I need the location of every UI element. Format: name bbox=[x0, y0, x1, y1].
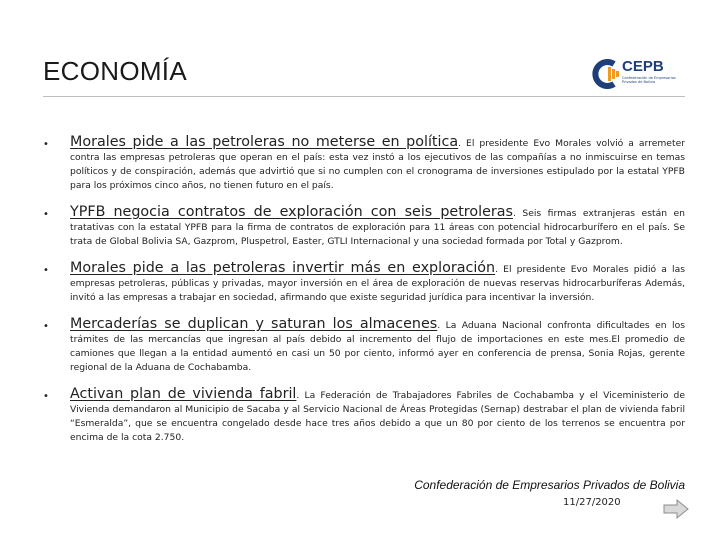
list-item bbox=[43, 261, 685, 305]
logo-text: CEPB bbox=[622, 58, 664, 75]
news-body: . La Aduana Nacional confronta dificultades en los trámites de las mercancías que ingresan al país debido al incremento del flujo de importaciones en este mes.El promedio de camiones que llegan a la entidad aumentó en casi un 50 por ciento, informó ayer en conferencia de prensa, Sonia Rojas, gerente regional de la Aduana de Cochabamba. bbox=[70, 320, 686, 373]
news-headline[interactable]: Mercaderías se duplican y saturan los almacenes bbox=[70, 316, 438, 332]
bullet-icon: • bbox=[43, 391, 49, 402]
bullet-icon: • bbox=[43, 209, 49, 220]
bullet-icon: • bbox=[43, 321, 49, 332]
cepb-logo bbox=[592, 58, 682, 90]
bullet-icon: • bbox=[43, 265, 49, 276]
next-arrow-icon[interactable] bbox=[662, 498, 690, 520]
list-item bbox=[43, 205, 685, 249]
bullet-icon: • bbox=[43, 139, 49, 150]
news-list bbox=[43, 135, 685, 457]
news-headline[interactable]: Activan plan de vivienda fabril bbox=[70, 386, 297, 402]
news-body: . Seis firmas extranjeras están en tratativas con la estatal YPFB para la firma de contratos de exploración para 11 áreas con potencial hidrocarburífero en el país. Se trata de Global Bolivia SA, Gazprom, Pluspetrol, Easter, GTLI Internacional y una sociedad formada por Total y Gazprom. bbox=[70, 208, 685, 247]
page-title: ECONOMÍA bbox=[43, 56, 187, 86]
cepb-logo-icon bbox=[592, 58, 622, 90]
news-headline[interactable]: Morales pide a las petroleras no meterse en política bbox=[70, 134, 459, 150]
logo-subtext: Confederación de Empresarios Privados de Bolivia bbox=[622, 76, 676, 84]
list-item bbox=[43, 135, 685, 193]
news-headline[interactable]: Morales pide a las petroleras invertir más en exploración bbox=[70, 260, 496, 276]
news-body: . El presidente Evo Morales volvió a arremeter contra las empresas petroleras que operan en el país: esta vez instó a los ejecutivos de las compañías a no inmiscuirse en temas políticos y de conspiración, además que advirtió que si no cumplen con el cronograma de inversiones estipulado por la estatal YPFB para los próximos cinco años, no tienen futuro en el país. bbox=[70, 138, 685, 191]
list-item bbox=[43, 387, 685, 445]
news-headline[interactable]: YPFB negocia contratos de exploración con seis petroleras bbox=[70, 204, 513, 220]
title-divider bbox=[43, 96, 685, 97]
news-body: . La Federación de Trabajadores Fabriles de Cochabamba y el Viceministerio de Vivienda demandaron al Municipio de Sacaba y al Servicio Nacional de Áreas Protegidas (Sernap) destrabar el plan de vivienda fabril “Esmeralda”, que se encuentra congelado desde hace tres años debido a que un 80 por ciento de los terrenos se encuentra por encima de la cota 2.750. bbox=[70, 390, 685, 443]
footer-date: 11/27/2020 bbox=[563, 497, 621, 508]
footer-organization: Confederación de Empresarios Privados de Bolivia bbox=[414, 478, 685, 492]
list-item bbox=[43, 317, 685, 375]
news-body: . El presidente Evo Morales pidió a las empresas petroleras, públicas y privadas, mayor inversión en el área de exploración de nuevas reservas hidrocarburíferas Además, invitó a las empresas a trabajar en sociedad, afirmando que existe seguridad jurídica para incentivar la inversión. bbox=[70, 264, 685, 303]
